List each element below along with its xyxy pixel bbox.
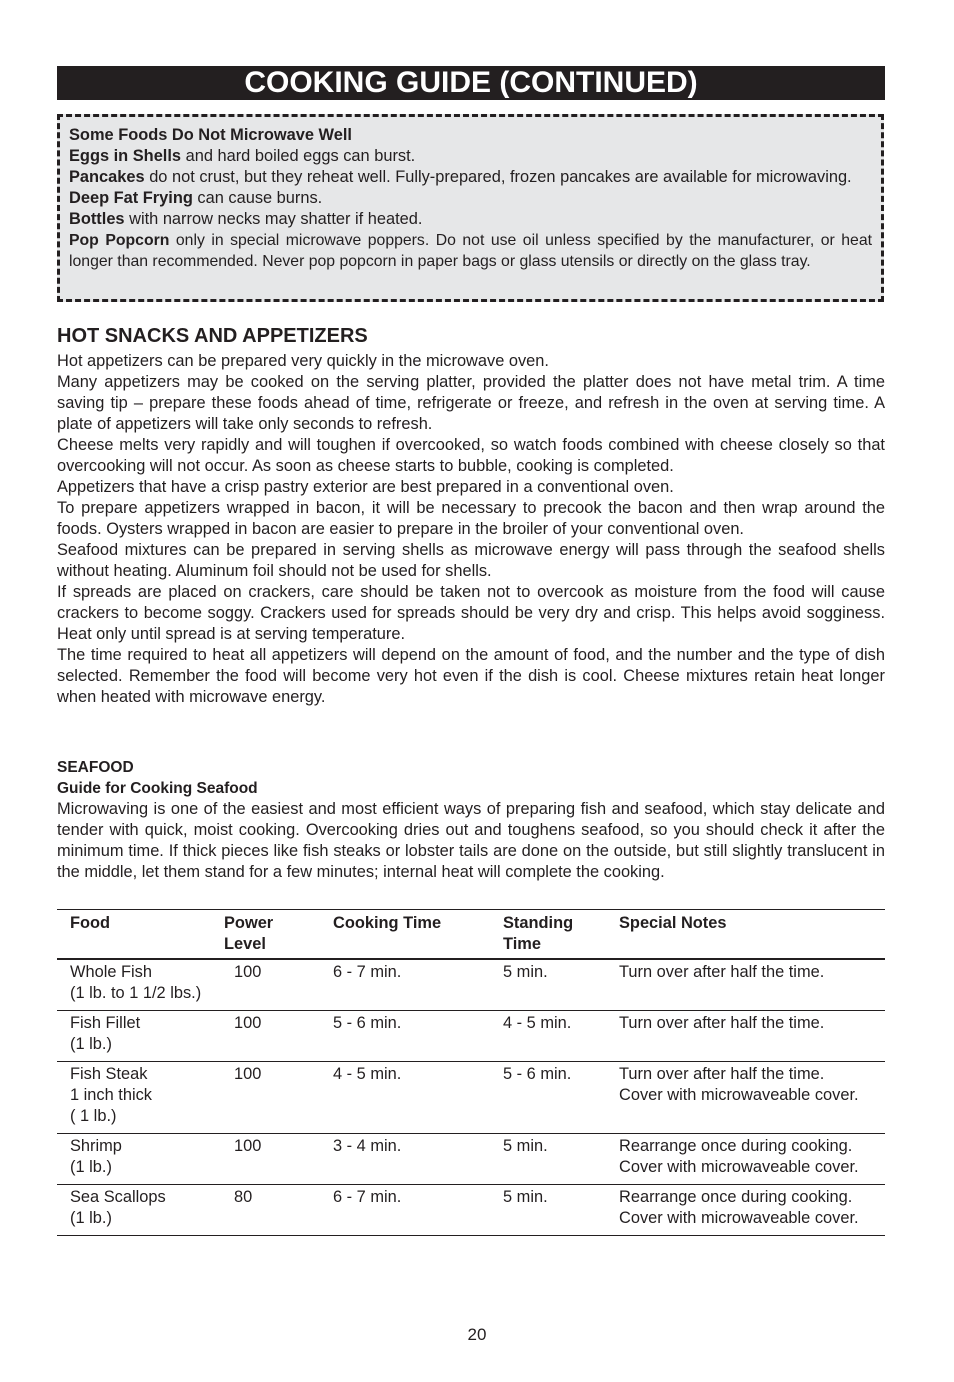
cell-cooking-time: 6 - 7 min.: [333, 962, 402, 981]
cell-food: Fish Fillet (1 lb.): [70, 1013, 141, 1053]
warning-note-box: [57, 114, 884, 302]
header-special-notes: Special Notes: [619, 914, 727, 932]
note-item-bottles: [69, 209, 872, 230]
hot-snacks-body: [57, 351, 885, 708]
table-row: [57, 959, 885, 1011]
paragraph: Seafood mixtures can be prepared in serving shells as microwave energy will pass through the seafood shells without heating. Aluminum foil should not be used for shells.: [57, 541, 885, 580]
note-term: Pop Popcorn: [69, 232, 170, 249]
cell-standing-time: 5 min.: [503, 1187, 548, 1206]
note-item-deep-fat-frying: [69, 188, 872, 209]
note-term: Bottles: [69, 210, 125, 228]
note-item-eggs: [69, 146, 872, 167]
seafood-heading: SEAFOOD: [57, 759, 134, 776]
cell-notes: Turn over after half the time. Cover with microwaveable cover.: [619, 1064, 859, 1104]
cell-notes: Rearrange once during cooking. Cover with microwaveable cover.: [619, 1187, 859, 1227]
cell-standing-time: 5 min.: [503, 962, 548, 981]
header-power-level: Power Level: [224, 914, 274, 953]
note-item-pancakes: [69, 167, 872, 188]
paragraph: Many appetizers may be cooked on the serving platter, provided the platter does not have metal trim. A time saving tip – prepare these foods ahead of time, refrigerate or freeze, and refresh in the oven at serving time. A plate of appetizers will take only seconds to refresh.: [57, 373, 885, 433]
cell-food: Shrimp (1 lb.): [70, 1136, 122, 1176]
header-cooking-time: Cooking Time: [333, 914, 442, 932]
cell-standing-time: 4 - 5 min.: [503, 1013, 572, 1032]
header-food: Food: [70, 914, 111, 932]
paragraph: Appetizers that have a crisp pastry exterior are best prepared in a conventional oven.: [57, 478, 674, 496]
cell-standing-time: 5 min.: [503, 1136, 548, 1155]
cell-food: Sea Scallops (1 lb.): [70, 1187, 166, 1227]
cell-food: Whole Fish (1 lb. to 1 1/2 lbs.): [70, 962, 202, 1002]
note-text: and hard boiled eggs can burst.: [181, 147, 416, 165]
paragraph: Cheese melts very rapidly and will toughen if overcooked, so watch foods combined with cheese closely so that overcooking will not occur. As soon as cheese starts to bubble, cooking is completed.: [57, 436, 885, 475]
seafood-cooking-table: [57, 909, 885, 1236]
seafood-paragraph: Microwaving is one of the easiest and most efficient ways of preparing fish and seafood, which stay delicate and tender with quick, moist cooking. Overcooking dries out and toughens seafood, so you should check it after the minimum time. If thick pieces like fish steaks or lobster tails are done on the outside, but still slightly translucent in the middle, let them stand for a few minutes; internal heat will complete the cooking.: [57, 800, 885, 881]
note-term: Pancakes: [69, 168, 145, 186]
table-row: [57, 1184, 885, 1235]
paragraph: The time required to heat all appetizers will depend on the amount of food, and the number and the type of dish selected. Remember the food will become very hot even if the dish is cool. Cheese mixtures retain heat longer when heated with microwave energy.: [57, 646, 885, 706]
note-term: Eggs in Shells: [69, 147, 182, 165]
paragraph: Hot appetizers can be prepared very quickly in the microwave oven.: [57, 352, 549, 370]
note-text: do not crust, but they reheat well. Fully-prepared, frozen pancakes are available for microwaving.: [144, 168, 852, 186]
note-text: with narrow necks may shatter if heated.: [124, 210, 423, 228]
cell-notes: Turn over after half the time.: [619, 962, 825, 981]
page-number: 20: [467, 1325, 487, 1344]
table-header-row: [57, 910, 885, 959]
hot-snacks-heading: HOT SNACKS AND APPETIZERS: [57, 325, 368, 347]
cell-notes: Rearrange once during cooking. Cover with microwaveable cover.: [619, 1136, 859, 1176]
cell-cooking-time: 4 - 5 min.: [333, 1064, 402, 1083]
cell-notes: Turn over after half the time.: [619, 1013, 825, 1032]
cell-power: 100: [234, 1013, 262, 1032]
table-row: [57, 1010, 885, 1061]
seafood-subheading: Guide for Cooking Seafood: [57, 780, 258, 797]
cell-cooking-time: 5 - 6 min.: [333, 1013, 402, 1032]
cell-cooking-time: 3 - 4 min.: [333, 1136, 402, 1155]
paragraph: To prepare appetizers wrapped in bacon, it will be necessary to precook the bacon and then wrap around the foods. Oysters wrapped in bacon are easier to prepare in the broiler of your conventional oven.: [57, 499, 885, 538]
cell-power: 100: [234, 962, 262, 981]
note-text: can cause burns.: [192, 189, 323, 207]
note-text: only in special microwave poppers. Do not use oil unless specified by the manufacturer, or heat longer than recommended. Never pop popcorn in paper bags or glass utensils or directly on the glass tray.: [69, 232, 872, 270]
seafood-section: [57, 757, 885, 883]
note-heading-text: Some Foods Do Not Microwave Well: [69, 126, 352, 144]
header-standing-time: Standing Time: [503, 914, 574, 953]
cell-power: 100: [234, 1064, 262, 1083]
page-title: COOKING GUIDE (CONTINUED): [57, 66, 885, 100]
cell-cooking-time: 6 - 7 min.: [333, 1187, 402, 1206]
note-heading: [69, 125, 872, 146]
table-row: [57, 1061, 885, 1133]
note-item-popcorn: [69, 230, 872, 272]
note-term: Deep Fat Frying: [69, 189, 193, 207]
cell-standing-time: 5 - 6 min.: [503, 1064, 572, 1083]
table-row: [57, 1133, 885, 1184]
cell-power: 100: [234, 1136, 262, 1155]
paragraph: If spreads are placed on crackers, care should be taken not to overcook as moisture from the food will cause crackers to become soggy. Crackers used for spreads should be very dry and crisp. This helps avoid sogginess. Heat only until spread is at serving temperature.: [57, 583, 885, 643]
cell-power: 80: [234, 1187, 253, 1206]
cell-food: Fish Steak 1 inch thick ( 1 lb.): [70, 1064, 152, 1125]
